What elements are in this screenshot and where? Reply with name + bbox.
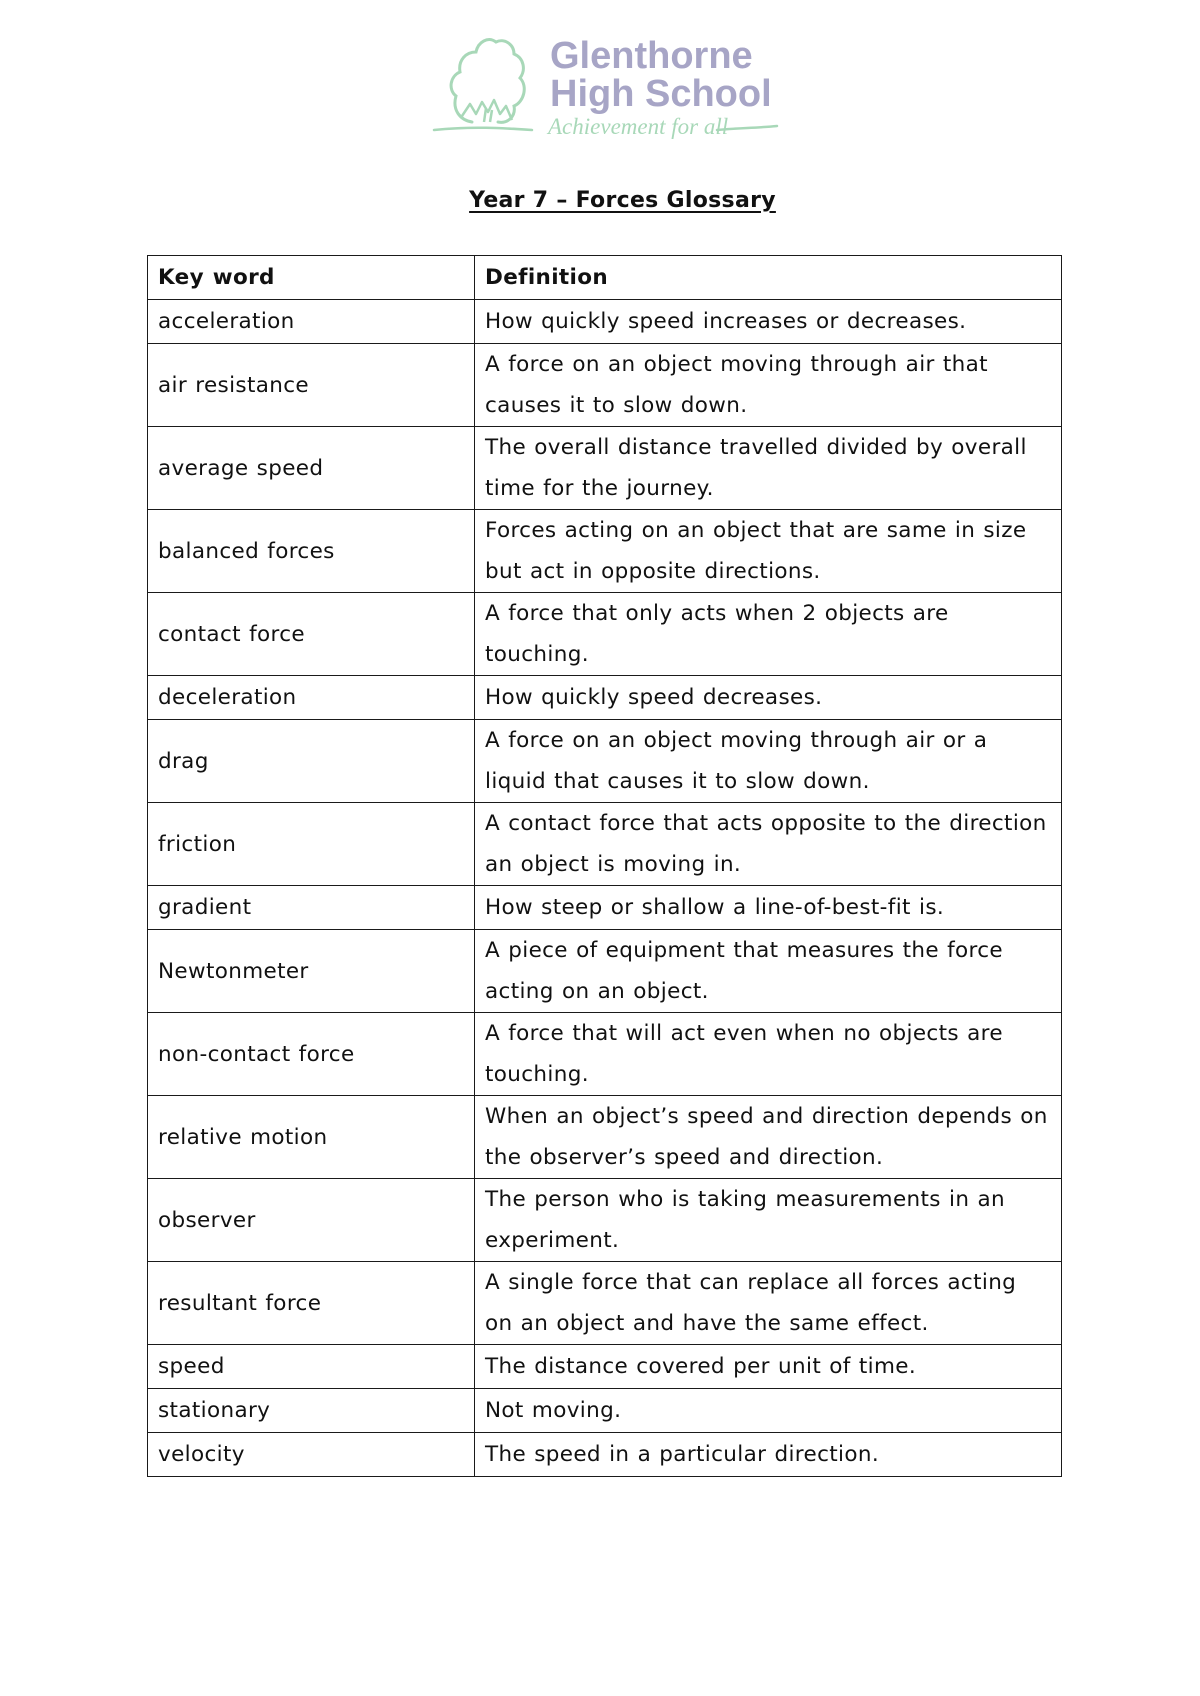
column-header-keyword: Key word bbox=[148, 256, 475, 300]
table-row bbox=[148, 1013, 1062, 1096]
table-header-row bbox=[148, 256, 1062, 300]
glossary-definition: A force that will act even when no objects are touching. bbox=[475, 1013, 1062, 1096]
school-logo bbox=[432, 30, 782, 148]
glossary-definition: How quickly speed decreases. bbox=[475, 676, 1062, 720]
glossary-definition: A force on an object moving through air or a liquid that causes it to slow down. bbox=[475, 720, 1062, 803]
glossary-definition: A force on an object moving through air that causes it to slow down. bbox=[475, 344, 1062, 427]
glossary-definition: The speed in a particular direction. bbox=[475, 1433, 1062, 1477]
school-logo-graphic bbox=[432, 30, 782, 148]
table-row bbox=[148, 1433, 1062, 1477]
glossary-term: Newtonmeter bbox=[148, 930, 475, 1013]
table-row bbox=[148, 1389, 1062, 1433]
glossary-term: relative motion bbox=[148, 1096, 475, 1179]
logo-line-2: High School bbox=[550, 73, 772, 115]
table-row bbox=[148, 1096, 1062, 1179]
glossary-definition: A contact force that acts opposite to the direction an object is moving in. bbox=[475, 803, 1062, 886]
glossary-term: balanced forces bbox=[148, 510, 475, 593]
table-row bbox=[148, 803, 1062, 886]
table-row bbox=[148, 720, 1062, 803]
glossary-definition: The distance covered per unit of time. bbox=[475, 1345, 1062, 1389]
glossary-term: acceleration bbox=[148, 300, 475, 344]
glossary-definition: A force that only acts when 2 objects are touching. bbox=[475, 593, 1062, 676]
table-row bbox=[148, 1262, 1062, 1345]
glossary-term: drag bbox=[148, 720, 475, 803]
glossary-term: non-contact force bbox=[148, 1013, 475, 1096]
glossary-term: stationary bbox=[148, 1389, 475, 1433]
table-row bbox=[148, 427, 1062, 510]
glossary-term: velocity bbox=[148, 1433, 475, 1477]
column-header-definition: Definition bbox=[475, 256, 1062, 300]
glossary-definition: The overall distance travelled divided by overall time for the journey. bbox=[475, 427, 1062, 510]
glossary-term: gradient bbox=[148, 886, 475, 930]
glossary-definition: How quickly speed increases or decreases. bbox=[475, 300, 1062, 344]
table-row bbox=[148, 1345, 1062, 1389]
glossary-term: air resistance bbox=[148, 344, 475, 427]
table-row bbox=[148, 886, 1062, 930]
glossary-definition: How steep or shallow a line-of-best-fit is. bbox=[475, 886, 1062, 930]
table-row bbox=[148, 510, 1062, 593]
table-row bbox=[148, 676, 1062, 720]
glossary-definition: Forces acting on an object that are same in size but act in opposite directions. bbox=[475, 510, 1062, 593]
glossary-table bbox=[147, 255, 1062, 1477]
glossary-term: average speed bbox=[148, 427, 475, 510]
table-row bbox=[148, 344, 1062, 427]
glossary-term: friction bbox=[148, 803, 475, 886]
glossary-definition: Not moving. bbox=[475, 1389, 1062, 1433]
logo-line-1: Glenthorne bbox=[550, 35, 753, 77]
table-row bbox=[148, 300, 1062, 344]
glossary-definition: A single force that can replace all forces acting on an object and have the same effect. bbox=[475, 1262, 1062, 1345]
glossary-term: observer bbox=[148, 1179, 475, 1262]
glossary-term: resultant force bbox=[148, 1262, 475, 1345]
glossary-definition: The person who is taking measurements in an experiment. bbox=[475, 1179, 1062, 1262]
table-row bbox=[148, 593, 1062, 676]
glossary-term: deceleration bbox=[148, 676, 475, 720]
glossary-definition: A piece of equipment that measures the force acting on an object. bbox=[475, 930, 1062, 1013]
glossary-term: contact force bbox=[148, 593, 475, 676]
logo-tagline: Achievement for all bbox=[548, 114, 729, 139]
table-row bbox=[148, 930, 1062, 1013]
glossary-definition: When an object’s speed and direction depends on the observer’s speed and direction. bbox=[475, 1096, 1062, 1179]
document-title: Year 7 – Forces Glossary bbox=[469, 188, 776, 213]
table-row bbox=[148, 1179, 1062, 1262]
glossary-term: speed bbox=[148, 1345, 475, 1389]
